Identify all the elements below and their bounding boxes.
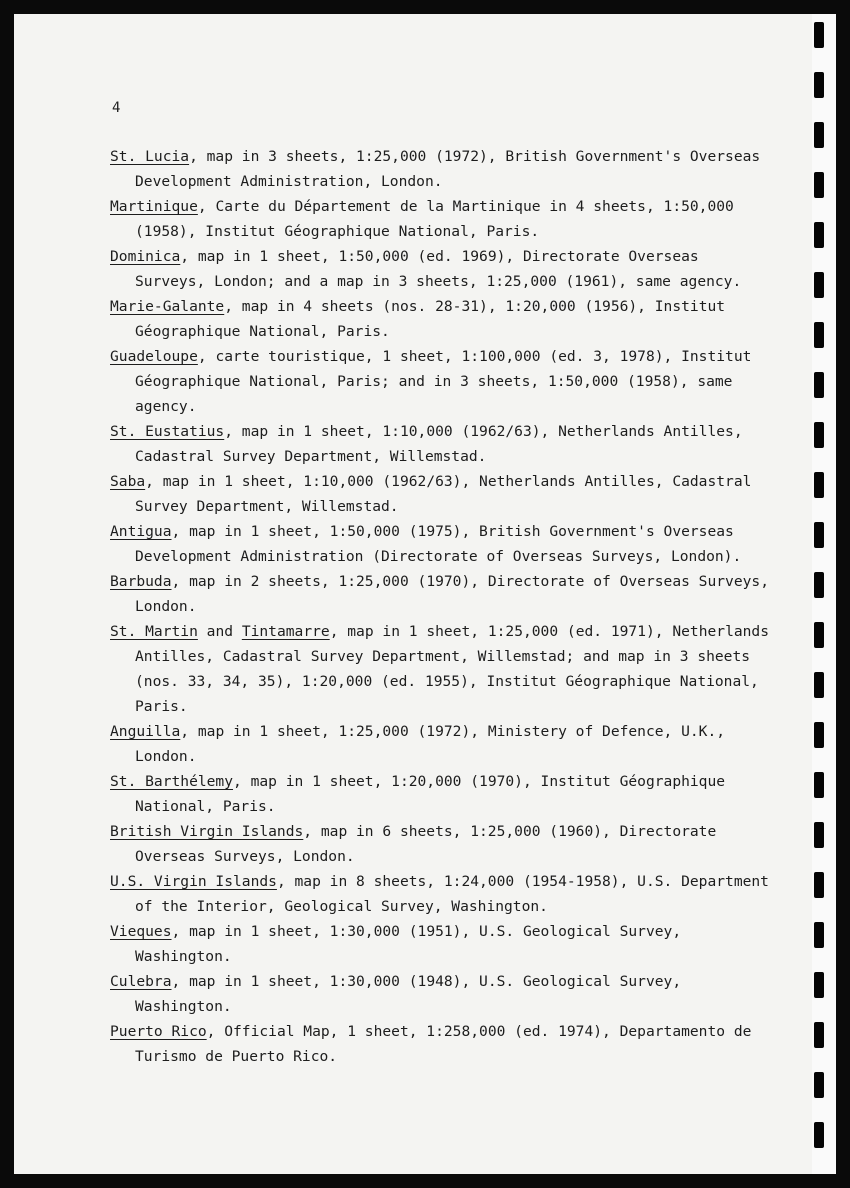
binding-hole (814, 72, 824, 98)
place-name: Guadeloupe (110, 348, 198, 365)
place-name: British Virgin Islands (110, 823, 304, 840)
list-item (110, 769, 770, 819)
list-item (110, 819, 770, 869)
binding-hole (814, 1072, 824, 1098)
list-item (110, 919, 770, 969)
list-item (110, 244, 770, 294)
binding-hole (814, 672, 824, 698)
list-item (110, 194, 770, 244)
list-item (110, 294, 770, 344)
list-item (110, 519, 770, 569)
binding-hole (814, 22, 824, 48)
binding-hole (814, 922, 824, 948)
map-description: , map in 1 sheet, 1:25,000 (1972), Ministery of Defence, U.K., London. (135, 723, 726, 765)
binding-hole (814, 322, 824, 348)
map-description: , map in 3 sheets, 1:25,000 (1972), British Government's Overseas Development Administration, London. (135, 148, 761, 190)
binding-hole (814, 372, 824, 398)
place-name: Vieques (110, 923, 172, 940)
place-name: Culebra (110, 973, 172, 990)
map-description: , map in 1 sheet, 1:30,000 (1948), U.S. Geological Survey, Washington. (135, 973, 682, 1015)
list-item (110, 869, 770, 919)
binding-hole (814, 522, 824, 548)
binding-hole (814, 1022, 824, 1048)
binding-hole (814, 622, 824, 648)
place-name: Marie-Galante (110, 298, 225, 315)
place-name: St. Eustatius (110, 423, 225, 440)
binding-hole (814, 772, 824, 798)
place-name: St. Lucia (110, 148, 190, 165)
binding-hole (814, 572, 824, 598)
binding-hole (814, 722, 824, 748)
map-description: , map in 4 sheets (nos. 28-31), 1:20,000 (1956), Institut Géographique National, Paris. (135, 298, 726, 340)
binding-hole (814, 822, 824, 848)
place-name: Puerto Rico (110, 1023, 207, 1040)
binding-hole (814, 472, 824, 498)
place-name: Anguilla (110, 723, 181, 740)
binding-hole (814, 122, 824, 148)
place-joiner: and (197, 623, 242, 640)
map-description: , Official Map, 1 sheet, 1:258,000 (ed. 1974), Departamento de Turismo de Puerto Rico. (135, 1023, 752, 1065)
binding-hole (814, 272, 824, 298)
place-name: Barbuda (110, 573, 172, 590)
binding-hole (814, 972, 824, 998)
list-item (110, 144, 770, 194)
place-name: St. Martin (110, 623, 198, 640)
binding-hole (814, 172, 824, 198)
map-description: , map in 6 sheets, 1:25,000 (1960), Directorate Overseas Surveys, London. (135, 823, 717, 865)
page-number: 4 (112, 100, 121, 116)
map-description: , map in 1 sheet, 1:10,000 (1962/63), Netherlands Antilles, Cadastral Survey Department, Willemstad. (135, 473, 752, 515)
binding-hole (814, 872, 824, 898)
binding-hole (814, 222, 824, 248)
list-item (110, 469, 770, 519)
place-name: Tintamarre (241, 623, 330, 640)
spiral-binding (812, 14, 836, 1174)
place-name: St. Barthélemy (110, 773, 234, 790)
list-item (110, 419, 770, 469)
list-item (110, 569, 770, 619)
map-description: , map in 8 sheets, 1:24,000 (1954-1958), U.S. Department of the Interior, Geological Survey, Washington. (135, 873, 769, 915)
list-item (110, 969, 770, 1019)
list-item (110, 1019, 770, 1069)
map-description: , map in 1 sheet, 1:20,000 (1970), Institut Géographique National, Paris. (135, 773, 726, 815)
map-description: , map in 1 sheet, 1:30,000 (1951), U.S. Geological Survey, Washington. (135, 923, 682, 965)
map-description: , carte touristique, 1 sheet, 1:100,000 (ed. 3, 1978), Institut Géographique National, Paris; and in 3 sheets, 1:50,000 (1958), same agency. (135, 348, 752, 415)
place-name: U.S. Virgin Islands (110, 873, 277, 890)
binding-hole (814, 1122, 824, 1148)
list-item (110, 344, 770, 419)
map-description: , map in 2 sheets, 1:25,000 (1970), Directorate of Overseas Surveys, London. (135, 573, 769, 615)
map-description: , map in 1 sheet, 1:25,000 (ed. 1971), Netherlands Antilles, Cadastral Survey Department, Willemstad; and map in 3 sheets (nos. 33, 34, 35), 1:20,000 (ed. 1955), Institut Géographique National, Paris. (135, 623, 769, 715)
map-reference-list (110, 144, 770, 1069)
list-item (110, 719, 770, 769)
list-item (110, 619, 770, 719)
binding-hole (814, 422, 824, 448)
place-name: Martinique (110, 198, 198, 215)
map-description: , map in 1 sheet, 1:50,000 (1975), British Government's Overseas Development Administration (Directorate of Overseas Surveys, London). (135, 523, 742, 565)
map-description: , map in 1 sheet, 1:10,000 (1962/63), Netherlands Antilles, Cadastral Survey Department, Willemstad. (135, 423, 743, 465)
place-name: Antigua (110, 523, 172, 540)
place-name: Saba (110, 473, 146, 490)
map-description: , map in 1 sheet, 1:50,000 (ed. 1969), Directorate Overseas Surveys, London; and a map in 3 sheets, 1:25,000 (1961), same agency. (135, 248, 742, 290)
map-description: , Carte du Département de la Martinique in 4 sheets, 1:50,000 (1958), Institut Géographique National, Paris. (135, 198, 734, 240)
place-name: Dominica (110, 248, 181, 265)
